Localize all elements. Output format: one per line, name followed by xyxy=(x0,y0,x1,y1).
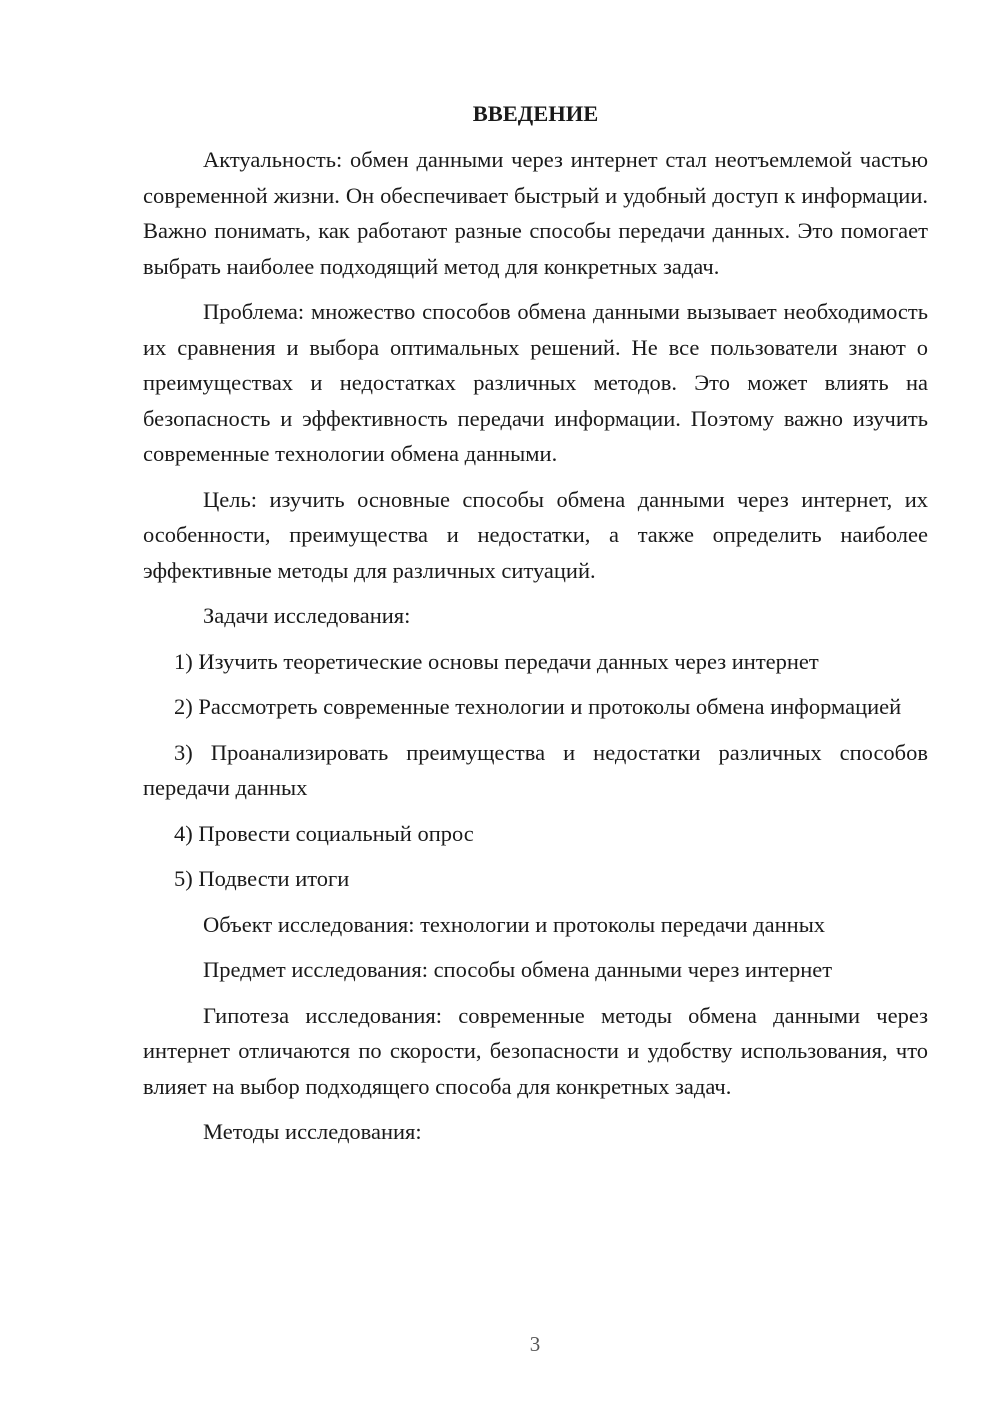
tasks-title: Задачи исследования: xyxy=(203,603,411,628)
task-item-2: 2) Рассмотреть современные технологии и протоколы обмена информацией xyxy=(174,694,902,719)
task-item-5: 5) Подвести итоги xyxy=(174,866,350,891)
problem-paragraph: Проблема: множество способов обмена данными вызывает необходимость их сравнения и выбора оптимальных решений. Не все пользователи знают о преимуществах и недостатках различных методов. Это может влиять на безопасность и эффективность передачи информации. Поэтому важно изучить современные технологии обмена данными. xyxy=(143,299,928,466)
section-heading: ВВЕДЕНИЕ xyxy=(472,101,599,126)
page-number: 3 xyxy=(529,1332,541,1356)
task-item-4: 4) Провести социальный опрос xyxy=(174,820,474,846)
object-paragraph: Объект исследования: технологии и протоколы передачи данных xyxy=(203,911,826,937)
task-item-1: 1) Изучить теоретические основы передачи данных через интернет xyxy=(174,648,819,674)
relevance-paragraph: Актуальность: обмен данными через интернет стал неотъемлемой частью современной жизни. Он обеспечивает быстрый и удобный доступ к информации. Важно понимать, как работают разные способы передачи данных. Это помогает выбрать наиболее подходящий метод для конкретных задач. xyxy=(143,147,928,279)
methods-title: Методы исследования: xyxy=(203,1119,422,1144)
page-content xyxy=(143,96,928,1160)
hypothesis-paragraph: Гипотеза исследования: современные методы обмена данными через интернет отличаются по скорости, безопасности и удобству использования, что влияет на выбор подходящего способа для конкретных задач. xyxy=(143,1002,928,1099)
goal-paragraph: Цель: изучить основные способы обмена данными через интернет, их особенности, преимущества и недостатки, а также определить наиболее эффективные методы для различных ситуаций. xyxy=(143,486,928,583)
subject-paragraph: Предмет исследования: способы обмена данными через интернет xyxy=(203,957,833,982)
task-item-3: 3) Проанализировать преимущества и недостатки различных способов передачи данных xyxy=(143,739,928,800)
